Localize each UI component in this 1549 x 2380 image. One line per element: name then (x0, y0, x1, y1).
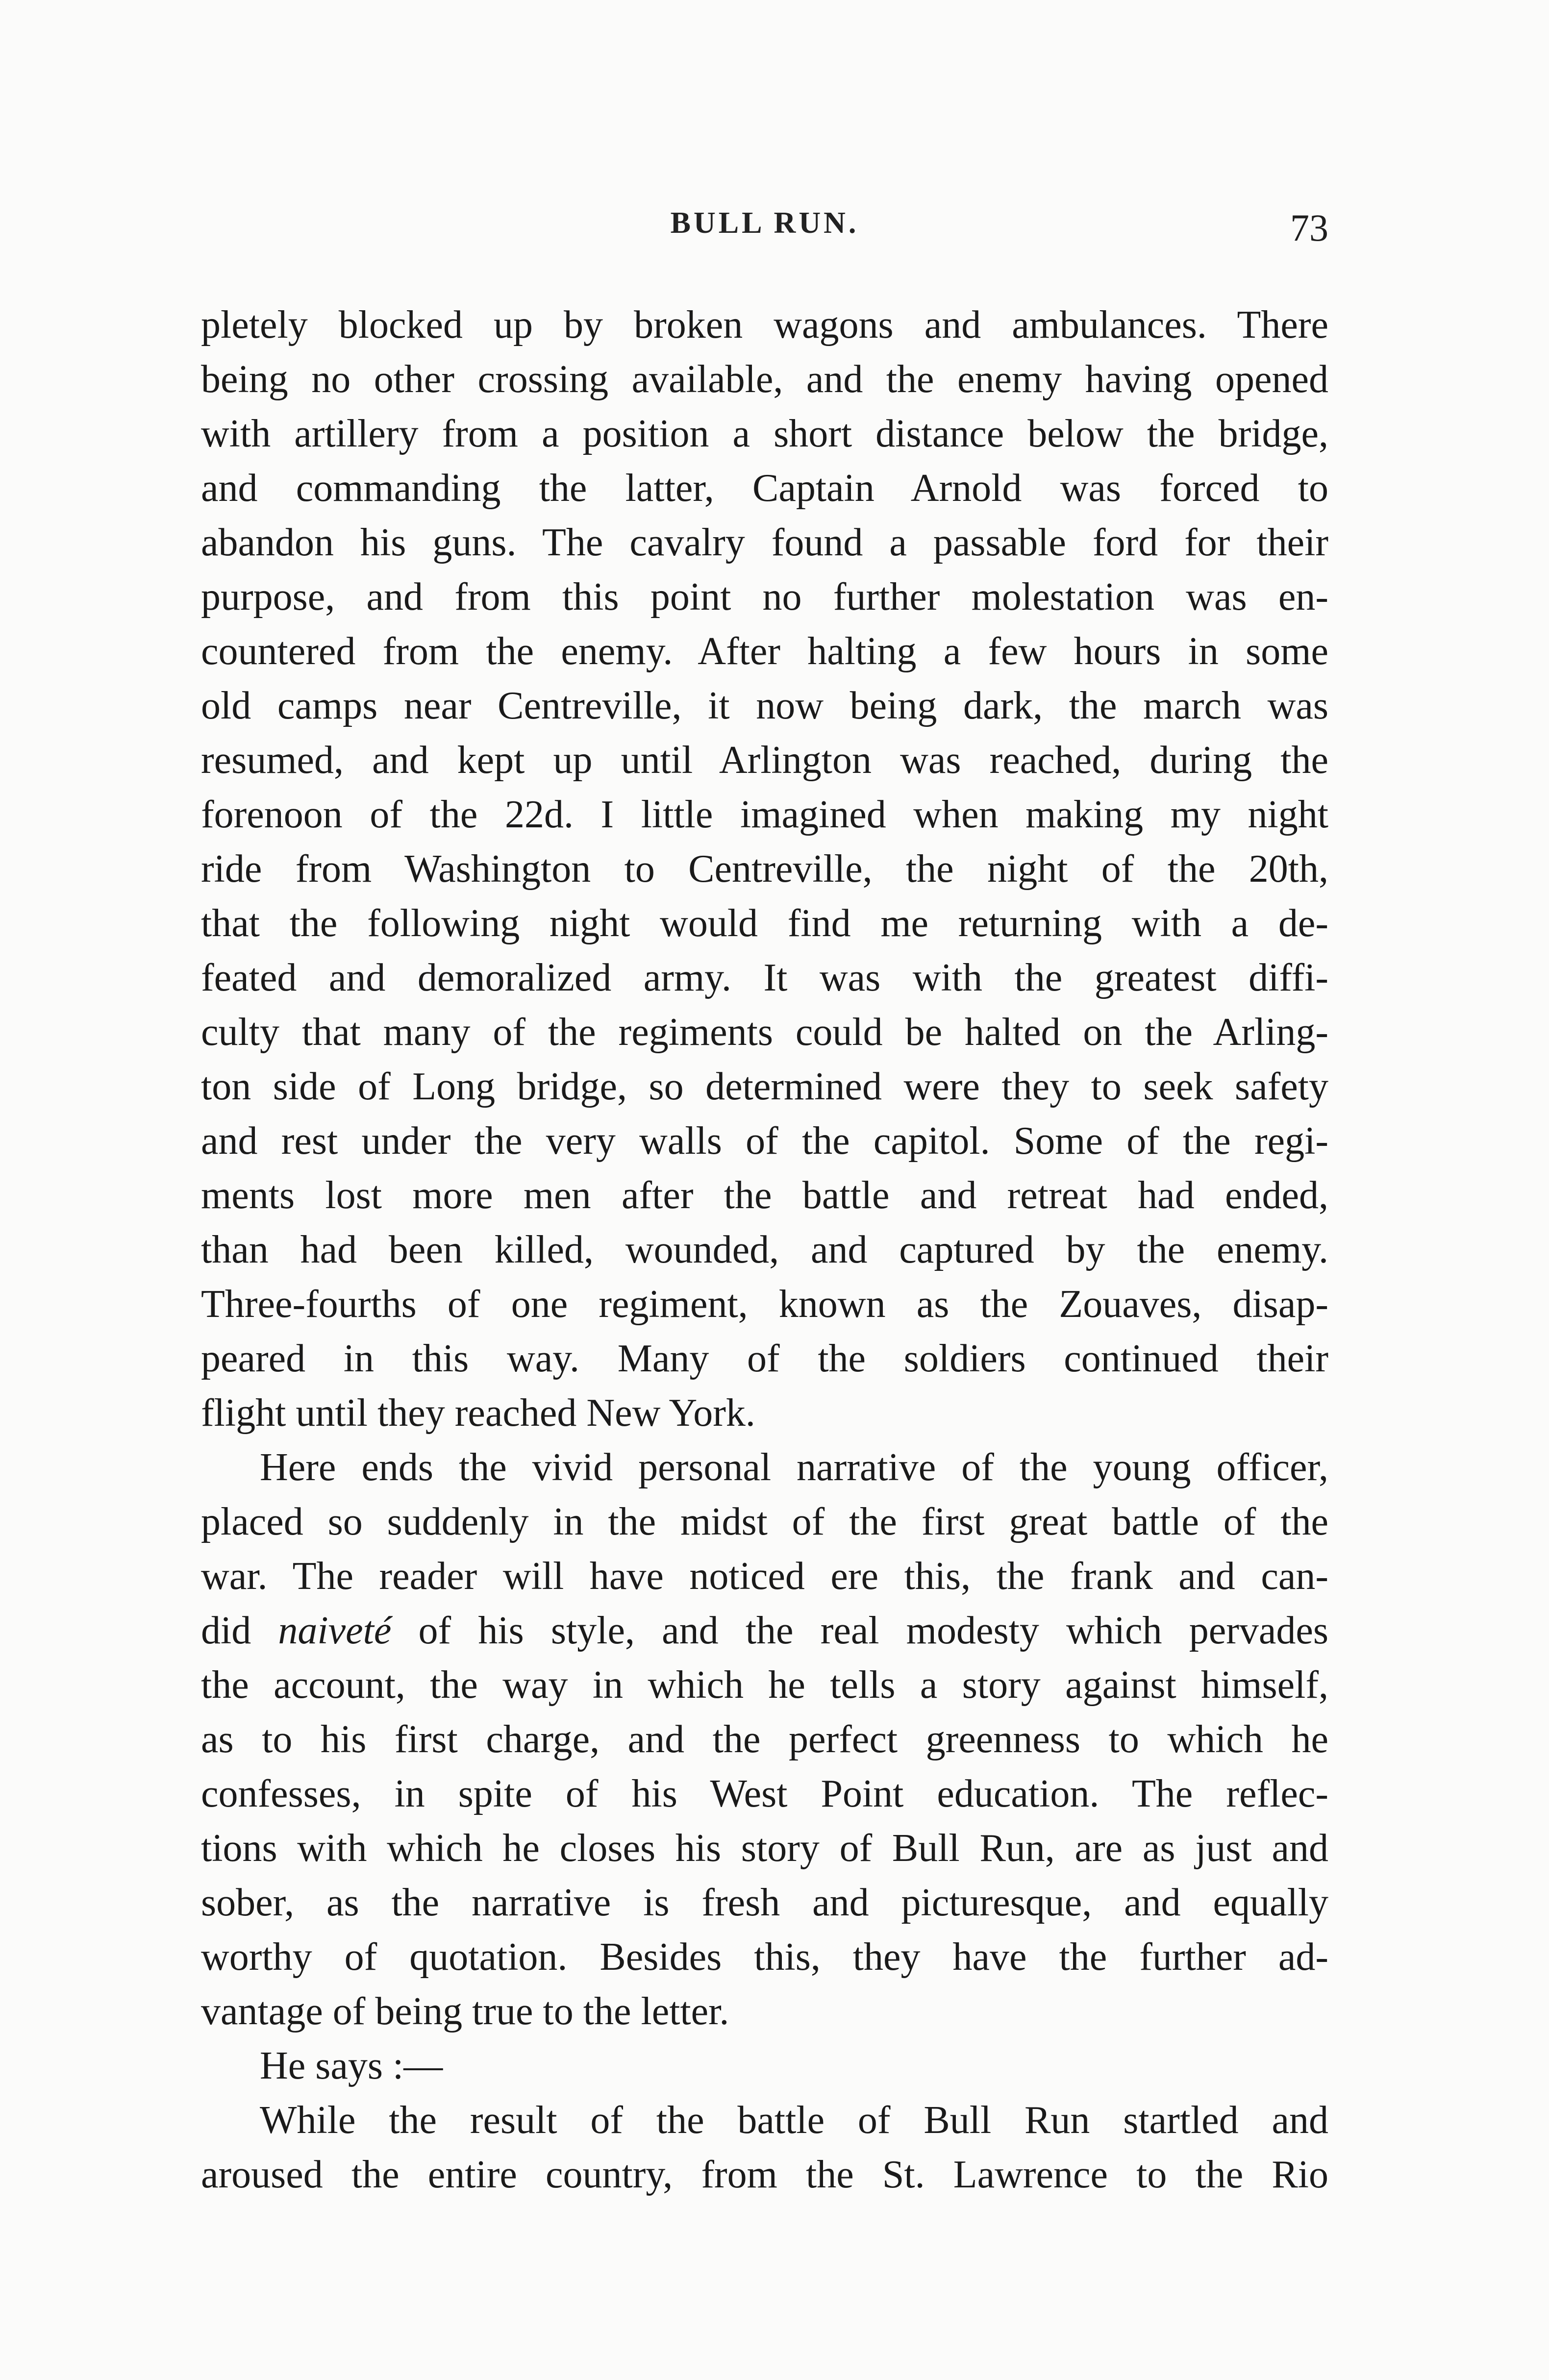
text-line: countered from the enemy. After halting a few hours in some (201, 630, 1328, 673)
body-text (201, 298, 1328, 2202)
text-line: being no other crossing available, and the enemy having opened (201, 358, 1328, 401)
text-line: While the result of the battle of Bull Run startled and (260, 2099, 1328, 2142)
text-line: as to his first charge, and the perfect greenness to which he (201, 1718, 1328, 1761)
text-line: ton side of Long bridge, so determined were they to seek safety (201, 1065, 1328, 1108)
text-line: than had been killed, wounded, and captured by the enemy. (201, 1228, 1328, 1271)
text-line: culty that many of the regiments could be halted on the Arling- (201, 1011, 1328, 1054)
paragraph-2 (201, 1440, 1328, 2039)
text-line: ments lost more men after the battle and retreat had ended, (201, 1174, 1328, 1217)
text-line: that the following night would find me returning with a de- (201, 902, 1328, 945)
quote-intro: He says :— (260, 2044, 443, 2087)
paragraph-1 (201, 298, 1328, 1440)
text-line: and commanding the latter, Captain Arnold was forced to (201, 467, 1328, 510)
page-header (201, 206, 1328, 255)
text-line: and rest under the very walls of the capitol. Some of the regi- (201, 1119, 1328, 1163)
text-line: ride from Washington to Centreville, the night of the 20th, (201, 847, 1328, 891)
text-line: purpose, and from this point no further molestation was en- (201, 575, 1328, 619)
text-line: feated and demoralized army. It was with the greatest diffi- (201, 956, 1328, 999)
emphasized-word: naiveté (278, 1609, 392, 1652)
text-line: peared in this way. Many of the soldiers continued their (201, 1337, 1328, 1380)
text-line-with-emphasis (201, 1604, 1328, 1658)
paragraph-3 (201, 2093, 1328, 2202)
text-line: Three-fourths of one regiment, known as the Zouaves, disap- (201, 1283, 1328, 1326)
text-line: Here ends the vivid personal narrative of the young officer, (260, 1446, 1328, 1489)
text-line: forenoon of the 22d. I little imagined when making my night (201, 793, 1328, 836)
text-line: sober, as the narrative is fresh and picturesque, and equally (201, 1881, 1328, 1924)
text-line: worthy of quotation. Besides this, they have the further ad- (201, 1935, 1328, 1979)
text-line: confesses, in spite of his West Point education. The reflec- (201, 1772, 1328, 1815)
text-line: placed so suddenly in the midst of the first great battle of the (201, 1500, 1328, 1543)
text-line: tions with which he closes his story of Bull Run, are as just and (201, 1827, 1328, 1870)
text-line: resumed, and kept up until Arlington was reached, during the (201, 739, 1328, 782)
text-line: abandon his guns. The cavalry found a passable ford for their (201, 521, 1328, 564)
text-segment: did (201, 1609, 278, 1652)
running-head: BULL RUN. (670, 206, 859, 240)
page-number: 73 (1290, 206, 1328, 249)
text-line: vantage of being true to the letter. (201, 1990, 729, 2033)
text-line: pletely blocked up by broken wagons and ambulances. There (201, 303, 1328, 347)
text-segment: of his style, and the real modesty which pervades (391, 1609, 1328, 1652)
text-line: old camps near Centreville, it now being dark, the march was (201, 684, 1328, 727)
text-line: flight until they reached New York. (201, 1391, 755, 1435)
text-line: war. The reader will have noticed ere this, the frank and can- (201, 1555, 1328, 1598)
text-line: aroused the entire country, from the St. Lawrence to the Rio (201, 2153, 1328, 2196)
text-line: the account, the way in which he tells a story against himself, (201, 1663, 1328, 1707)
text-line: with artillery from a position a short distance below the bridge, (201, 412, 1328, 455)
